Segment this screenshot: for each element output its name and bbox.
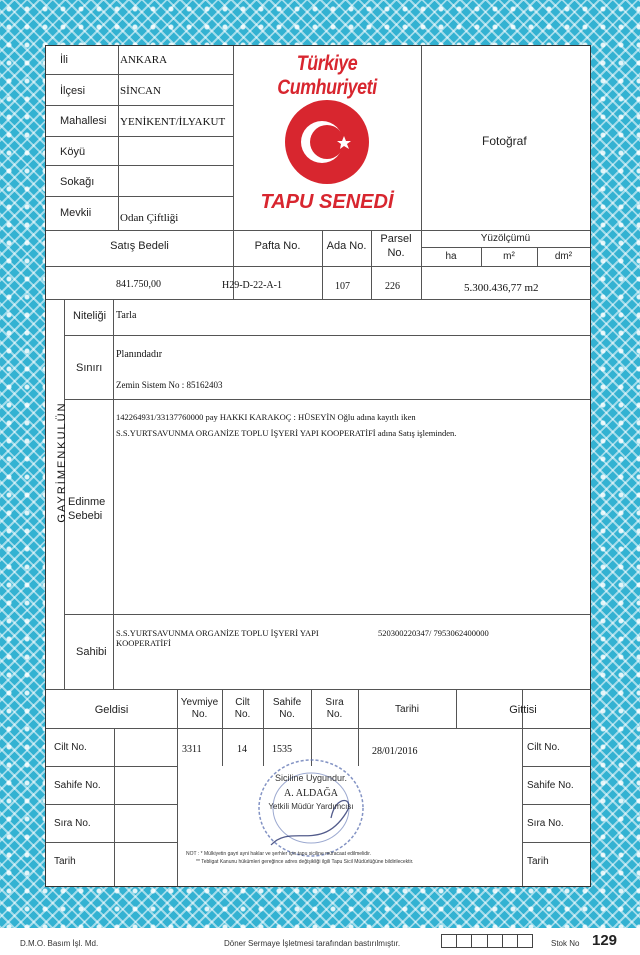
divider (46, 766, 177, 767)
divider (421, 46, 422, 230)
divider (46, 842, 177, 843)
gittisi-header: Gittisi (509, 704, 537, 716)
koy-label: Köyü (60, 146, 86, 158)
sahife-header: Sahife No. (272, 697, 302, 720)
geldi-cilt-label: Cilt No. (54, 742, 87, 753)
dm2-header: dm² (554, 251, 573, 262)
niteligi-label: Niteliği (73, 310, 107, 322)
edinme-label: Edinme Sebebi (68, 496, 106, 522)
deed-document (45, 45, 591, 887)
gitti-sira-label: Sıra No. (527, 818, 564, 829)
divider (114, 728, 115, 886)
area-value: 5.300.436,77 m2 (464, 282, 539, 294)
il-label: İli (60, 54, 68, 66)
divider (522, 689, 523, 886)
gitti-tarih-label: Tarih (527, 856, 549, 867)
divider (46, 230, 590, 231)
mahalle-label: Mahallesi (60, 115, 107, 127)
stamp-line2: A. ALDAĞA (284, 788, 338, 799)
divider (46, 165, 233, 166)
gitti-sahife-label: Sahife No. (527, 780, 574, 791)
sahibi-id: 520300220347/ 7953062400000 (378, 628, 489, 638)
stock-label: Stok No (551, 939, 580, 948)
sira-header: Sıra No. (325, 697, 344, 720)
divider (46, 299, 590, 300)
sale-price-header: Satış Bedeli (110, 240, 169, 252)
stamp-line3: Yetkili Müdür Yardımcısı (268, 802, 354, 811)
il-value: ANKARA (120, 54, 168, 66)
pafta-value: H29-D-22-A-1 (222, 280, 282, 291)
divider (46, 689, 590, 690)
yevmiye-value: 3311 (182, 744, 202, 755)
divider (46, 105, 233, 106)
country-title: Türkiye Cumhuriyeti (277, 52, 377, 99)
ada-header: Ada No. (326, 240, 367, 252)
stamp-line1: Siciline Uygundur. (274, 773, 348, 783)
printed-by-label: Döner Sermaye İşletmesi tarafından bastırılmıştır. (224, 939, 401, 948)
geldi-sahife-label: Sahife No. (54, 780, 101, 791)
printer-label: D.M.O. Basım İşl. Md. (20, 939, 99, 948)
divider (522, 804, 590, 805)
sahibi-line1: S.S.YURTSAVUNMA ORGANİZE TOPLU İŞYERİ YAPI (116, 628, 319, 638)
sahibi-label: Sahibi (76, 646, 107, 658)
turkish-flag-emblem-icon (283, 98, 371, 186)
sokak-label: Sokağı (60, 176, 95, 188)
cilt-header: Cilt No. (234, 697, 251, 720)
tarihi-header: Tarihi (395, 704, 419, 715)
mevki-value: Odan Çiftliği (120, 212, 179, 224)
niteligi-value: Tarla (116, 310, 137, 321)
geldi-sira-label: Sıra No. (54, 818, 91, 829)
divider (64, 399, 590, 400)
divider (113, 299, 114, 689)
divider (522, 766, 590, 767)
edinme-line2: S.S.YURTSAVUNMA ORGANİZE TOPLU İŞYERİ YAPI KOOPERATİFİ adına Satış işleminden. (116, 428, 457, 438)
gitti-cilt-label: Cilt No. (527, 742, 560, 753)
sahife-value: 1535 (272, 744, 292, 755)
ha-header: ha (445, 251, 457, 262)
ilce-label: İlçesi (60, 85, 86, 97)
divider (522, 842, 590, 843)
geldi-tarih-label: Tarih (54, 856, 76, 867)
stock-code-boxes (441, 934, 533, 948)
photo-label: Fotoğraf (482, 134, 527, 148)
ilce-value: SİNCAN (120, 85, 161, 97)
divider (46, 728, 590, 729)
divider (64, 614, 590, 615)
sahibi-line2: KOOPERATİFİ (116, 638, 171, 648)
document-title: TAPU SENEDİ (260, 191, 394, 213)
stock-number: 129 (592, 932, 618, 949)
ada-value: 107 (335, 281, 350, 292)
mahalle-value: YENİKENT/İLYAKUT (120, 116, 226, 128)
divider (46, 196, 233, 197)
divider (46, 804, 177, 805)
divider (233, 46, 234, 230)
edinme-line1: 142264931/33137760000 pay HAKKI KARAKOÇ : HÜSEYİN Oğlu adına kayıtlı iken (116, 412, 416, 422)
mevki-label: Mevkii (60, 207, 92, 219)
parsel-value: 226 (385, 281, 400, 292)
divider (46, 136, 233, 137)
sale-price-value: 841.750,00 (116, 279, 161, 290)
page-footer (0, 932, 640, 955)
tarihi-value: 28/01/2016 (372, 746, 418, 757)
siniri-line2: Zemin Sistem No : 85162403 (116, 380, 223, 390)
divider (46, 266, 590, 267)
note-1: NOT : * Mülkiyetin gayri ayni haklar ve şerhler için tapu siciline müracaat edilmelidir. (186, 851, 371, 857)
parsel-header: Parsel No. (380, 233, 412, 259)
cilt-value: 14 (237, 744, 247, 755)
divider (46, 74, 233, 75)
divider (421, 247, 590, 248)
m2-header: m² (503, 251, 515, 262)
property-side-label: GAYRİMENKULÜN (56, 401, 68, 523)
note-2: ** Tebligat Kanunu hükümleri gereğince adres değişikliği ilgili Tapu Sicil Müdürlüğüne bildirilecektir. (196, 859, 414, 865)
yevmiye-header: Yevmiye No. (180, 697, 219, 720)
divider (64, 335, 590, 336)
pafta-header: Pafta No. (254, 240, 301, 252)
siniri-label: Sınırı (76, 362, 103, 374)
area-header: Yüzölçümü (480, 233, 531, 244)
siniri-line1: Planındadır (116, 349, 163, 360)
geldisi-header: Geldisi (94, 704, 129, 716)
